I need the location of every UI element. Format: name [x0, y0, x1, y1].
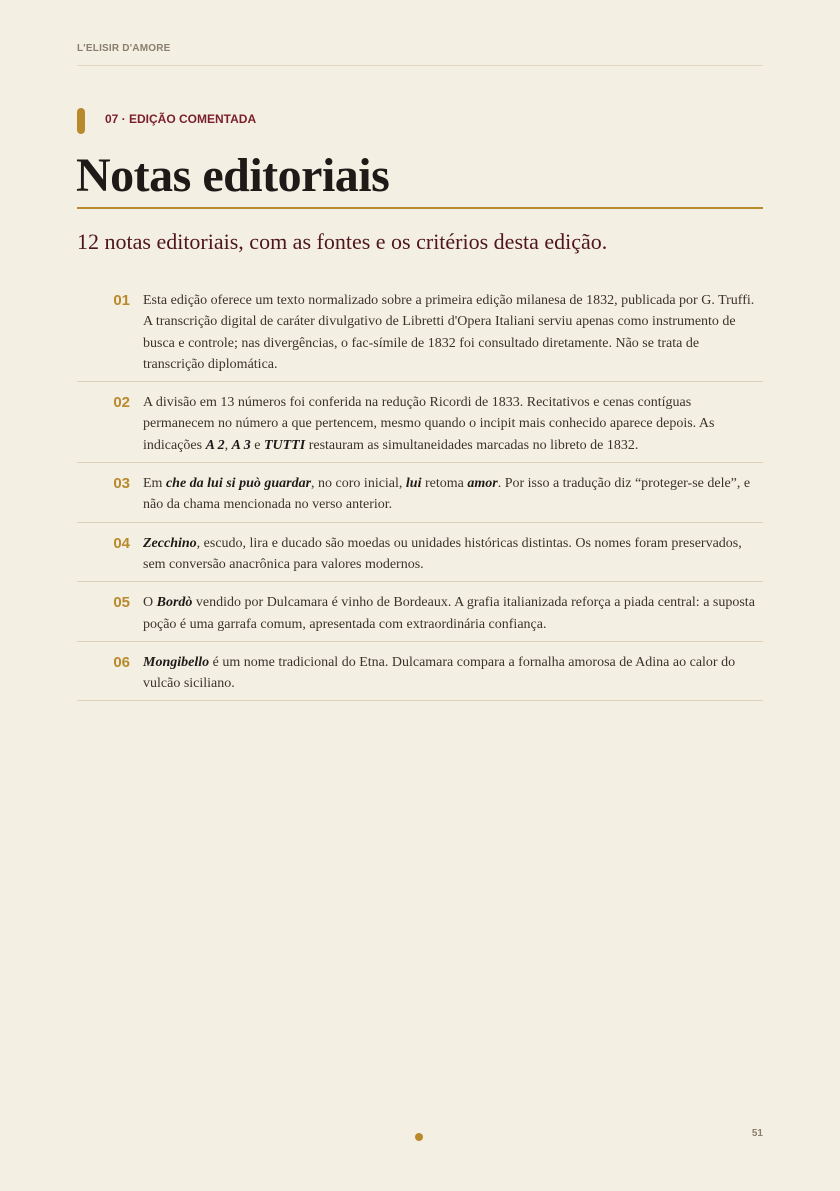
note-item [77, 642, 763, 702]
section-marker [77, 108, 85, 134]
note-emphasis: Mongibello [143, 654, 210, 670]
note-emphasis: A 3 [231, 437, 251, 453]
note-item [77, 582, 763, 642]
note-text-segment: , [224, 437, 232, 453]
notes-list [77, 285, 763, 701]
note-emphasis: amor [467, 476, 498, 492]
note-number: 02 [113, 394, 130, 412]
page-ornament-dot [415, 1133, 423, 1141]
note-text-segment: , no coro inicial, [311, 476, 406, 492]
note-text-segment: vendido por Dulcamara é vinho de Bordeaux. A grafia italianizada reforça a piada central: a suposta poção é uma garrafa comum, apresentada com extraordinária confiança. [143, 595, 755, 632]
page-title: Notas editoriais [76, 149, 390, 202]
note-emphasis: che da lui si può guardar [165, 476, 312, 492]
note-number: 05 [113, 594, 130, 612]
note-number: 03 [113, 475, 130, 493]
note-emphasis: TUTTI [263, 437, 306, 453]
note-text-segment: é um nome tradicional do Etna. Dulcamara compara a fornalha amorosa de Adina ao calor do vulcão siciliano. [143, 654, 736, 692]
note-text [143, 592, 763, 635]
note-number: 06 [113, 653, 130, 671]
note-emphasis: Bordò [156, 595, 193, 611]
note-number: 04 [113, 534, 130, 552]
note-text-segment: e [250, 437, 264, 453]
note-emphasis: lui [405, 476, 422, 492]
header-divider [77, 65, 763, 66]
note-text [143, 290, 763, 375]
running-head: L'ELISIR D'AMORE [77, 43, 171, 54]
note-text [143, 533, 763, 576]
note-text [143, 473, 763, 516]
page-subtitle: 12 notas editoriais, com as fontes e os critérios desta edição. [77, 229, 608, 254]
title-divider [77, 207, 763, 209]
note-text-segment: restauram as simultaneidades marcadas no libreto de 1832. [305, 437, 639, 453]
note-text-segment: . Por isso a tradução diz “proteger-se dele”, e não da chama mencionada no verso anterior. [143, 476, 751, 513]
note-text [143, 652, 763, 695]
section-kicker: 07 · EDIÇÃO COMENTADA [105, 112, 257, 126]
note-emphasis: Zecchino [143, 535, 197, 551]
note-text-segment: retoma [421, 476, 468, 492]
note-item [77, 285, 763, 382]
note-text-segment: Esta edição oferece um texto normalizado sobre a primeira edição milanesa de 1832, publicada por G. Truffi. A transcrição digital de caráter divulgativo de Libretti d'Opera Italiani serviu apenas como instrumento de busca e controle; nas divergências, o fac-símile de 1832 foi consultado diretamente. Não se trata de transcrição diplomática. [143, 293, 755, 372]
note-item [77, 463, 763, 523]
note-text-segment: Em [143, 476, 166, 492]
note-item [77, 523, 763, 583]
note-number: 01 [113, 292, 130, 309]
note-text-segment: , escudo, lira e ducado são moedas ou unidades históricas distintas. Os nomes foram preservados, sem conversão anacrônica para valores modernos. [143, 535, 742, 572]
note-text-segment: A divisão em 13 números foi conferida na redução Ricordi de 1833. Recitativos e cenas contíguas permanecem no número a que pertencem, mesmo quando o incipit mais conhecido aparece depois. As indicações [143, 395, 715, 453]
note-emphasis: A 2 [205, 437, 225, 453]
note-text [143, 392, 763, 456]
page-number: 51 [751, 1128, 763, 1139]
note-item [77, 382, 763, 463]
note-text-segment: O [143, 595, 157, 611]
